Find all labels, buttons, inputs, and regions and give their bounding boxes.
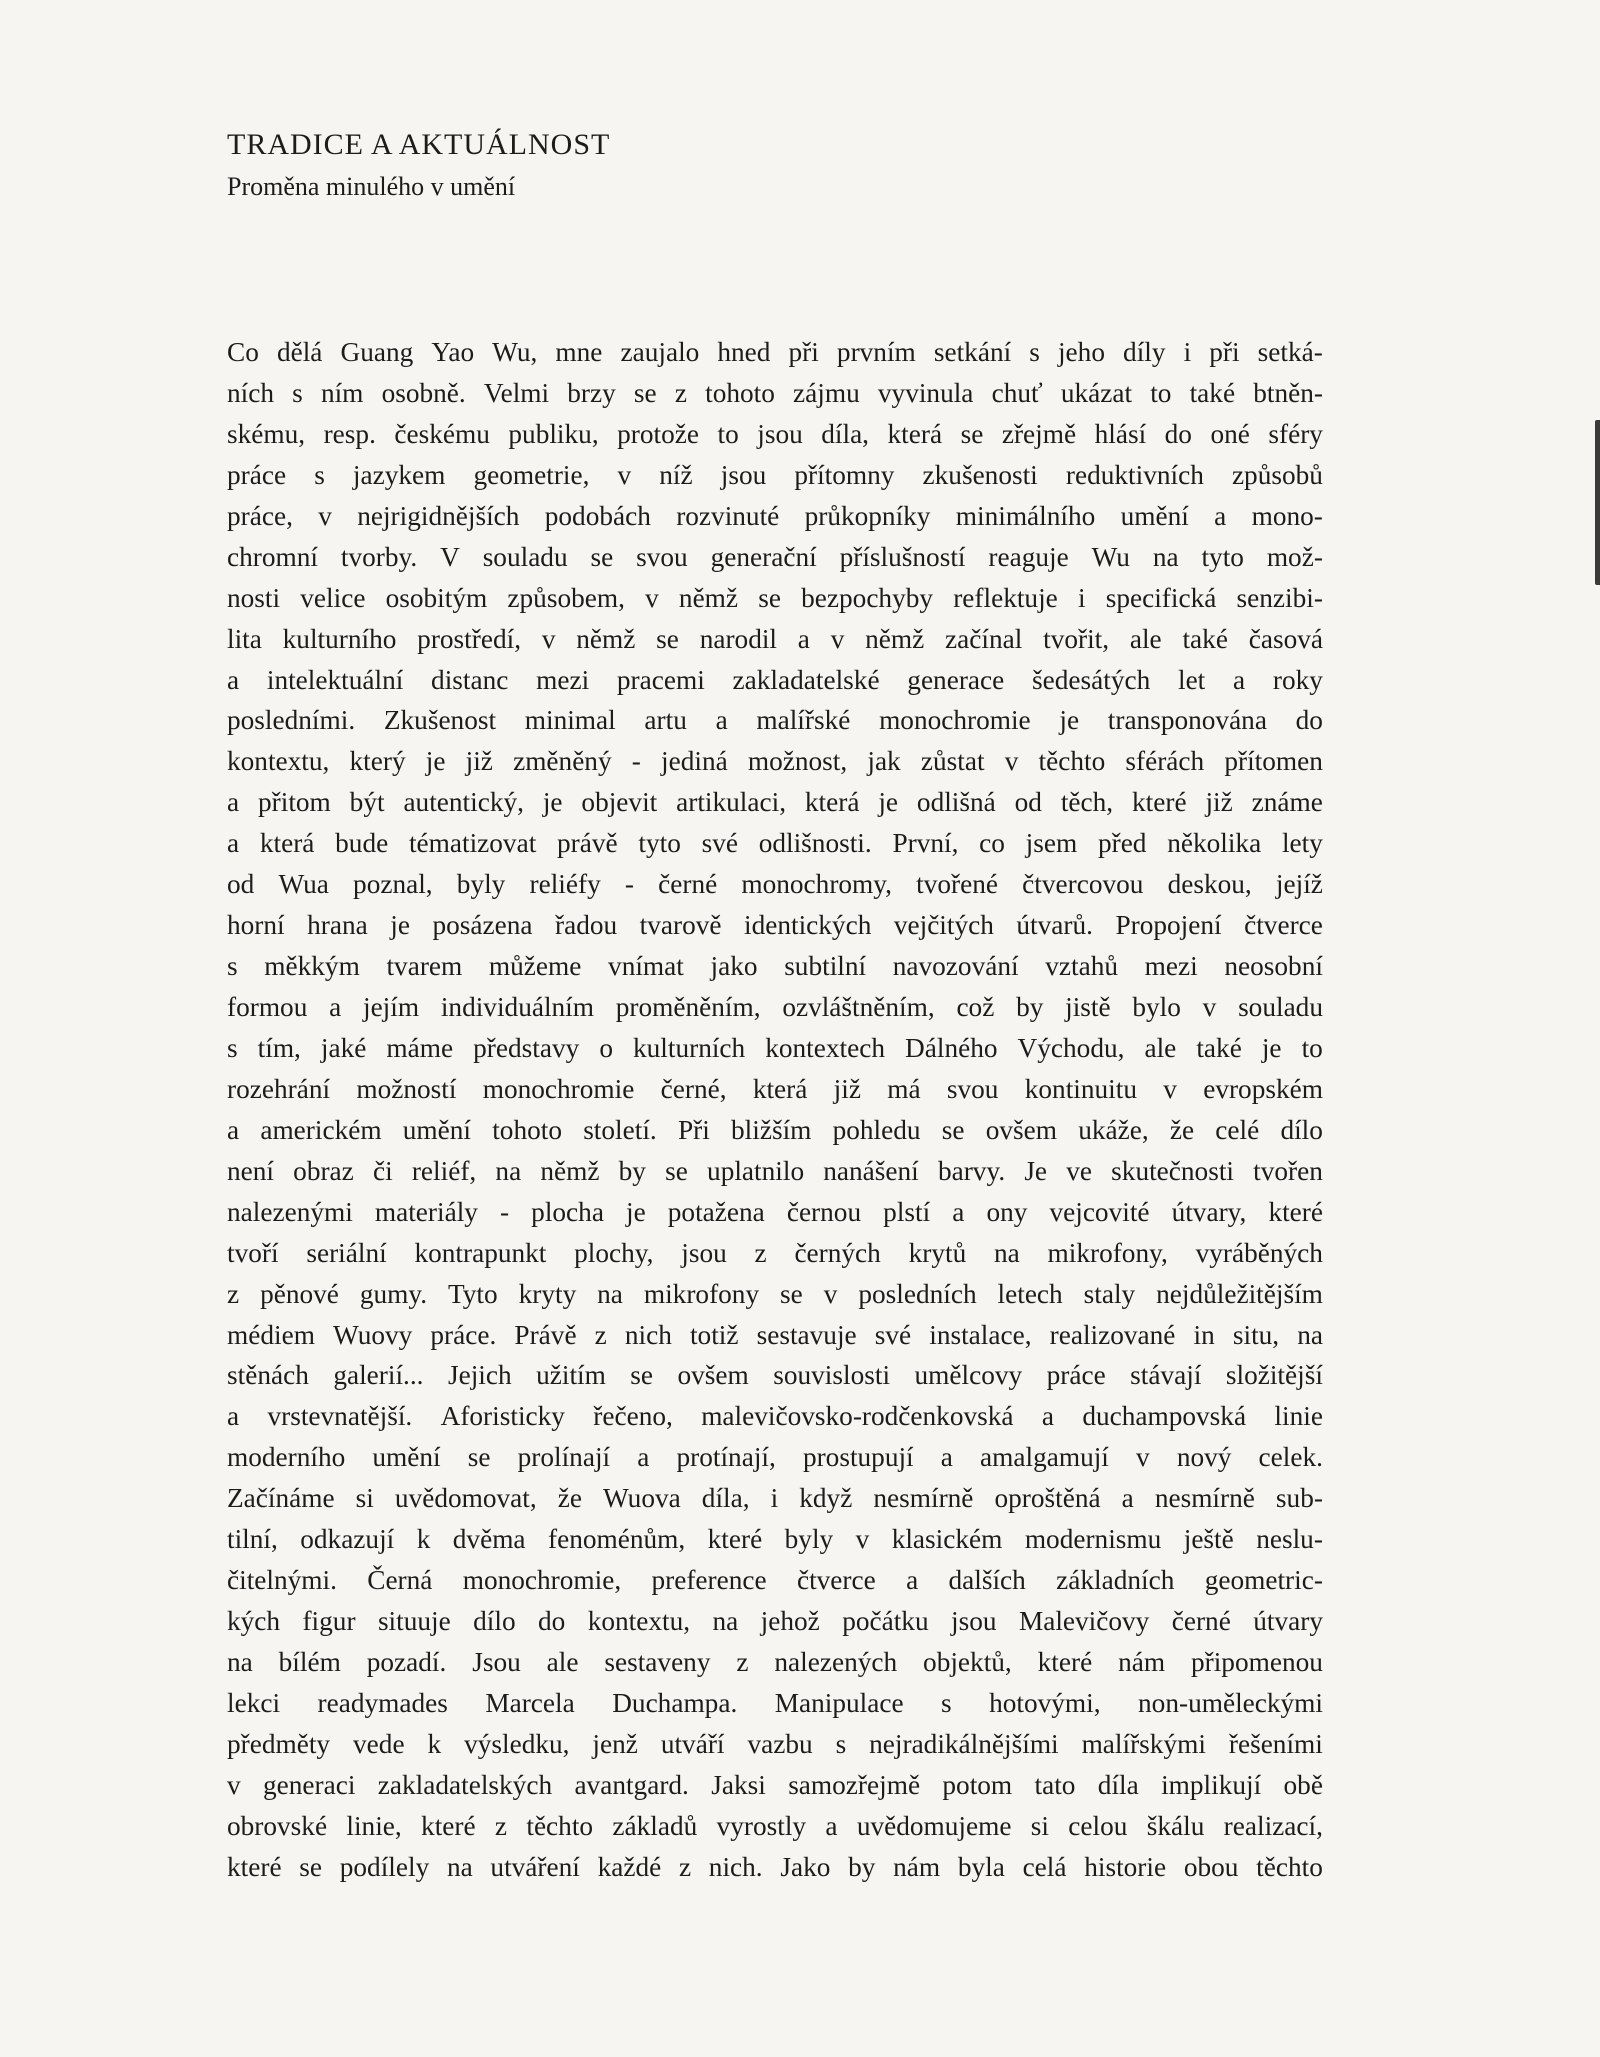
text-line: s tím, jaké máme představy o kulturních kontextech Dálného Východu, ale také je to bbox=[227, 1032, 1323, 1063]
text-line: s měkkým tvarem můžeme vnímat jako subtilní navozování vztahů mezi neosobní bbox=[227, 951, 1323, 982]
page-edge-mark bbox=[1595, 420, 1600, 585]
text-line: kontextu, který je již změněný - jediná možnost, jak zůstat v těchto sférách přítomen bbox=[227, 746, 1323, 777]
text-line: práce s jazykem geometrie, v níž jsou přítomny zkušenosti reduktivních způsobů bbox=[227, 459, 1323, 490]
text-line: chromní tvorby. V souladu se svou generační příslušností reaguje Wu na tyto mož- bbox=[227, 541, 1323, 572]
text-line: které se podílely na utváření každé z nich. Jako by nám byla celá historie obou těchto bbox=[227, 1851, 1323, 1882]
text-line: tvoří seriální kontrapunkt plochy, jsou z černých krytů na mikrofony, vyráběných bbox=[227, 1237, 1323, 1268]
text-line: a americkém umění tohoto století. Při bližším pohledu se ovšem ukáže, že celé dílo bbox=[227, 1114, 1323, 1145]
text-line: čitelnými. Černá monochromie, preference čtverce a dalších základních geometric- bbox=[227, 1565, 1323, 1596]
text-line: předměty vede k výsledku, jenž utváří vazbu s nejradikálnějšími malířskými řešeními bbox=[227, 1728, 1323, 1759]
text-line: nosti velice osobitým způsobem, v němž se bezpochyby reflektuje i specifická senzibi- bbox=[227, 582, 1323, 613]
text-line: tilní, odkazují k dvěma fenoménům, které byly v klasickém modernismu ještě neslu- bbox=[227, 1524, 1323, 1555]
text-line: kých figur situuje dílo do kontextu, na jehož počátku jsou Malevičovy černé útvary bbox=[227, 1606, 1323, 1637]
text-line: ních s ním osobně. Velmi brzy se z tohoto zájmu vyvinula chuť ukázat to také btněn- bbox=[227, 377, 1323, 408]
text-line: obrovské linie, které z těchto základů vyrostly a uvědomujeme si celou škálu realizací, bbox=[227, 1810, 1323, 1841]
text-line: stěnách galerií... Jejich užitím se ovšem souvislosti umělcovy práce stávají složitější bbox=[227, 1360, 1323, 1391]
text-line: práce, v nejrigidnějších podobách rozvinuté průkopníky minimálního umění a mono- bbox=[227, 500, 1323, 531]
text-line: na bílém pozadí. Jsou ale sestaveny z nalezených objektů, které nám připomenou bbox=[227, 1647, 1323, 1677]
text-line: Co dělá Guang Yao Wu, mne zaujalo hned při prvním setkání s jeho díly i při setká- bbox=[227, 337, 1323, 367]
text-line: a která bude tématizovat právě tyto své odlišnosti. První, co jsem před několika lety bbox=[227, 828, 1323, 859]
body-paragraph bbox=[227, 332, 1323, 1888]
text-line: posledními. Zkušenost minimal artu a malířské monochromie je transponována do bbox=[227, 705, 1323, 736]
text-line: v generaci zakladatelských avantgard. Jaksi samozřejmě potom tato díla implikují obě bbox=[227, 1769, 1323, 1800]
text-line: Začínáme si uvědomovat, že Wuova díla, i když nesmírně oproštěná a nesmírně sub- bbox=[227, 1483, 1323, 1514]
text-line: horní hrana je posázena řadou tvarově identických vejčitých útvarů. Propojení čtverce bbox=[227, 910, 1323, 941]
text-line: médiem Wuovy práce. Právě z nich totiž sestavuje své instalace, realizované in situ, na bbox=[227, 1319, 1323, 1350]
text-line: lita kulturního prostředí, v němž se narodil a v němž začínal tvořit, ale také časová bbox=[227, 623, 1323, 654]
text-line: nalezenými materiály - plocha je potažena černou plstí a ony vejcovité útvary, které bbox=[227, 1196, 1323, 1227]
text-line: skému, resp. českému publiku, protože to jsou díla, která se zřejmě hlásí do oné sféry bbox=[227, 418, 1323, 449]
text-line: a intelektuální distanc mezi pracemi zakladatelské generace šedesátých let a roky bbox=[227, 664, 1323, 695]
page-title: TRADICE A AKTUÁLNOST bbox=[227, 128, 611, 161]
text-line: z pěnové gumy. Tyto kryty na mikrofony se v posledních letech staly nejdůležitějším bbox=[227, 1278, 1323, 1309]
text-line: rozehrání možností monochromie černé, která již má svou kontinuitu v evropském bbox=[227, 1073, 1323, 1104]
text-line: a vrstevnatější. Aforisticky řečeno, malevičovsko-rodčenkovská a duchampovská linie bbox=[227, 1401, 1323, 1432]
page-subtitle: Proměna minulého v umění bbox=[227, 172, 516, 201]
text-line: od Wua poznal, byly reliéfy - černé monochromy, tvořené čtvercovou deskou, jejíž bbox=[227, 869, 1323, 900]
text-line: není obraz či reliéf, na němž by se uplatnilo nanášení barvy. Je ve skutečnosti tvořen bbox=[227, 1155, 1323, 1186]
text-line: a přitom být autentický, je objevit artikulaci, která je odlišná od těch, které již známe bbox=[227, 787, 1323, 818]
text-line: lekci readymades Marcela Duchampa. Manipulace s hotovými, non-uměleckými bbox=[227, 1687, 1323, 1718]
text-line: moderního umění se prolínají a protínají, prostupují a amalgamují v nový celek. bbox=[227, 1442, 1323, 1473]
text-line: formou a jejím individuálním proměněním, ozvláštněním, což by jistě bylo v souladu bbox=[227, 992, 1323, 1022]
